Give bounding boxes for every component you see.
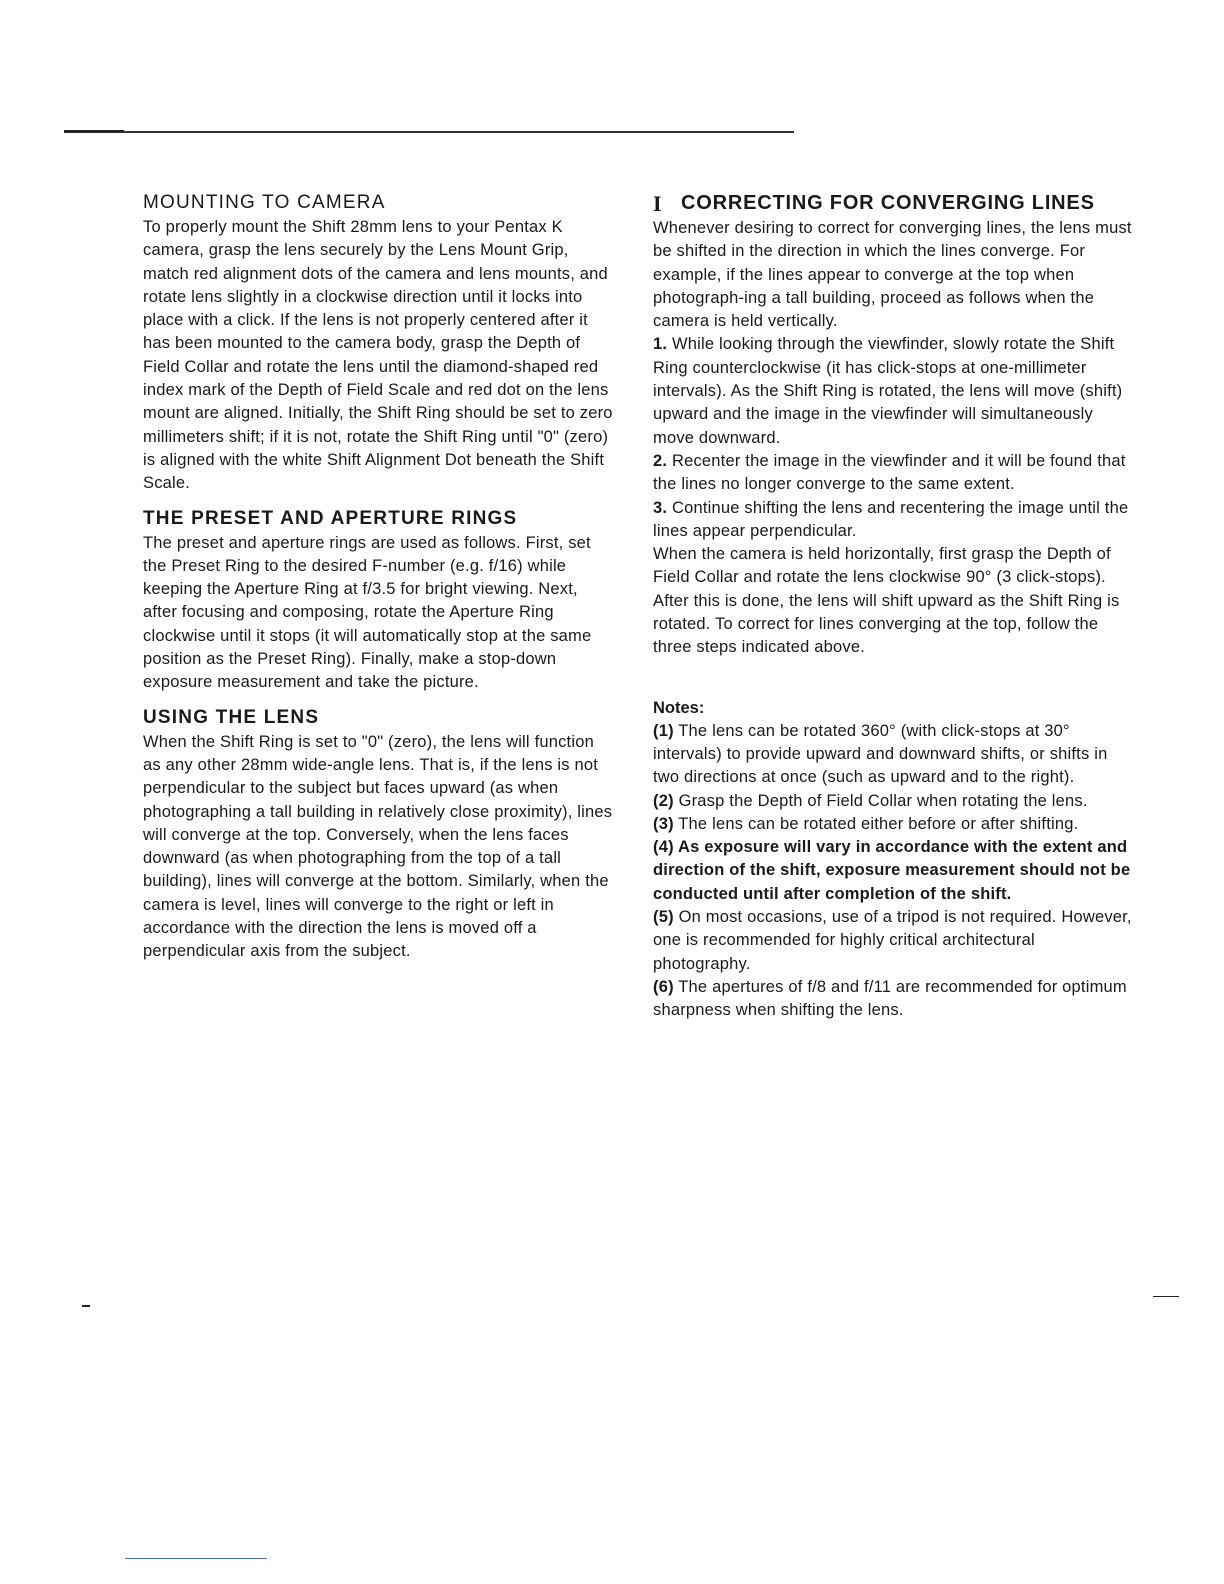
section-mounting <box>143 190 613 496</box>
note-number: (2) <box>653 791 674 810</box>
note-1 <box>653 720 1133 790</box>
section-heading: MOUNTING TO CAMERA <box>143 192 386 213</box>
step-number: 1. <box>653 335 668 354</box>
step-number: 2. <box>653 451 668 470</box>
note-5 <box>653 906 1133 976</box>
note-text: The lens can be rotated either before or after shifting. <box>678 814 1079 833</box>
section-title: CORRECTING FOR CONVERGING LINES <box>681 192 1095 214</box>
intro-text: Whenever desiring to correct for converging lines, the lens must be shifted in the direction in which the lines converge. For example, if the lines appear to converge at the top when photograph-ing a tall building, proceed as follows when the camera is held vertically. <box>653 219 1132 331</box>
section-text: To properly mount the Shift 28mm lens to your Pentax K camera, grasp the lens securely by the Lens Mount Grip, match red alignment dots of the camera and lens mounts, and rotate lens slightly in a clockwise direction until it locks into place with a click. If the lens is not properly centered after it has been mounted to the camera body, grasp the Depth of Field Collar and rotate the lens until the diamond-shaped red index mark of the Depth of Field Scale and red dot on the lens mount are aligned. Initially, the Shift Ring should be set to zero millimeters shift; if it is not, rotate the Shift Ring until "0" (zero) is aligned with the white Shift Alignment Dot beneath the Shift Scale. <box>143 218 613 493</box>
step-1 <box>653 333 1133 449</box>
bottom-rule <box>125 1558 267 1559</box>
note-3 <box>653 813 1133 836</box>
note-text: Grasp the Depth of Field Collar when rotating the lens. <box>678 791 1088 810</box>
right-column <box>653 190 1133 1023</box>
step-number: 3. <box>653 498 668 517</box>
note-text: As exposure will vary in accordance with the extent and direction of the shift, exposure measurement should not be conducted until after completion of the shift. <box>653 838 1131 903</box>
section-preset-aperture <box>143 506 613 695</box>
note-number: (5) <box>653 908 674 927</box>
scan-mark <box>82 1305 90 1307</box>
section-text: The preset and aperture rings are used as follows. First, set the Preset Ring to the desired F-number (e.g. f/16) while keeping the Aperture Ring at f/3.5 for bright viewing. Next, after focusing and composing, rotate the Aperture Ring clockwise until it stops (it will automatically stop at the same position as the Preset Ring). Finally, make a stop-down exposure measurement and take the picture. <box>143 533 592 692</box>
notes-heading: Notes: <box>653 698 705 717</box>
left-column <box>143 190 613 964</box>
note-4 <box>653 836 1133 906</box>
step-text: Recenter the image in the viewfinder and it will be found that the lines no longer converge to the same extent. <box>653 451 1126 494</box>
note-number: (3) <box>653 814 674 833</box>
note-number: (6) <box>653 977 674 996</box>
section-notes <box>653 696 1133 1023</box>
step-text: While looking through the viewfinder, slowly rotate the Shift Ring counterclockwise (it has click-stops at one-millimeter intervals). As the Shift Ring is rotated, the lens will move (shift) upward and the image in the viewfinder will simultaneously move downward. <box>653 335 1123 447</box>
step-3 <box>653 497 1133 544</box>
note-number: (4) <box>653 838 674 857</box>
step-text: Continue shifting the lens and recentering the image until the lines appear perpendicular. <box>653 498 1129 540</box>
note-text: On most occasions, use of a tripod is not required. However, one is recommended for highly critical architectural photography. <box>653 908 1132 973</box>
note-text: The apertures of f/8 and f/11 are recommended for optimum sharpness when shifting the lens. <box>653 977 1127 1020</box>
section-number: I <box>653 191 663 216</box>
note-number: (1) <box>653 721 674 740</box>
note-2 <box>653 790 1133 813</box>
section-using-lens <box>143 705 613 964</box>
section-heading <box>653 190 1133 217</box>
section-heading: USING THE LENS <box>143 706 320 728</box>
horizontal-text: When the camera is held horizontally, first grasp the Depth of Field Collar and rotate the lens clockwise 90° (3 click-stops). After this is done, the lens will shift upward as the Shift Ring is rotated. To correct for lines converging at the top, follow the three steps indicated above. <box>653 545 1120 657</box>
section-text: When the Shift Ring is set to "0" (zero), the lens will function as any other 28mm wide-angle lens. That is, if the lens is not perpendicular to the subject but faces upward (as when photographing a tall building in relatively close proximity), lines will converge at the top. Conversely, when the lens faces downward (as when photographing from the top of a tall building), lines will converge at the bottom. Similarly, when the camera is level, lines will converge to the right or left in accordance with the direction the lens is moved off a perpendicular axis from the subject. <box>143 732 613 961</box>
top-rule <box>64 131 794 133</box>
step-2 <box>653 450 1133 497</box>
note-text: The lens can be rotated 360° (with click-stops at 30° intervals) to provide upward and downward shifts, or shifts in two directions at once (such as upward and to the right). <box>653 721 1108 787</box>
section-heading: THE PRESET AND APERTURE RINGS <box>143 507 518 529</box>
scan-mark <box>1153 1296 1179 1297</box>
section-correcting <box>653 190 1133 660</box>
note-6 <box>653 976 1133 1023</box>
